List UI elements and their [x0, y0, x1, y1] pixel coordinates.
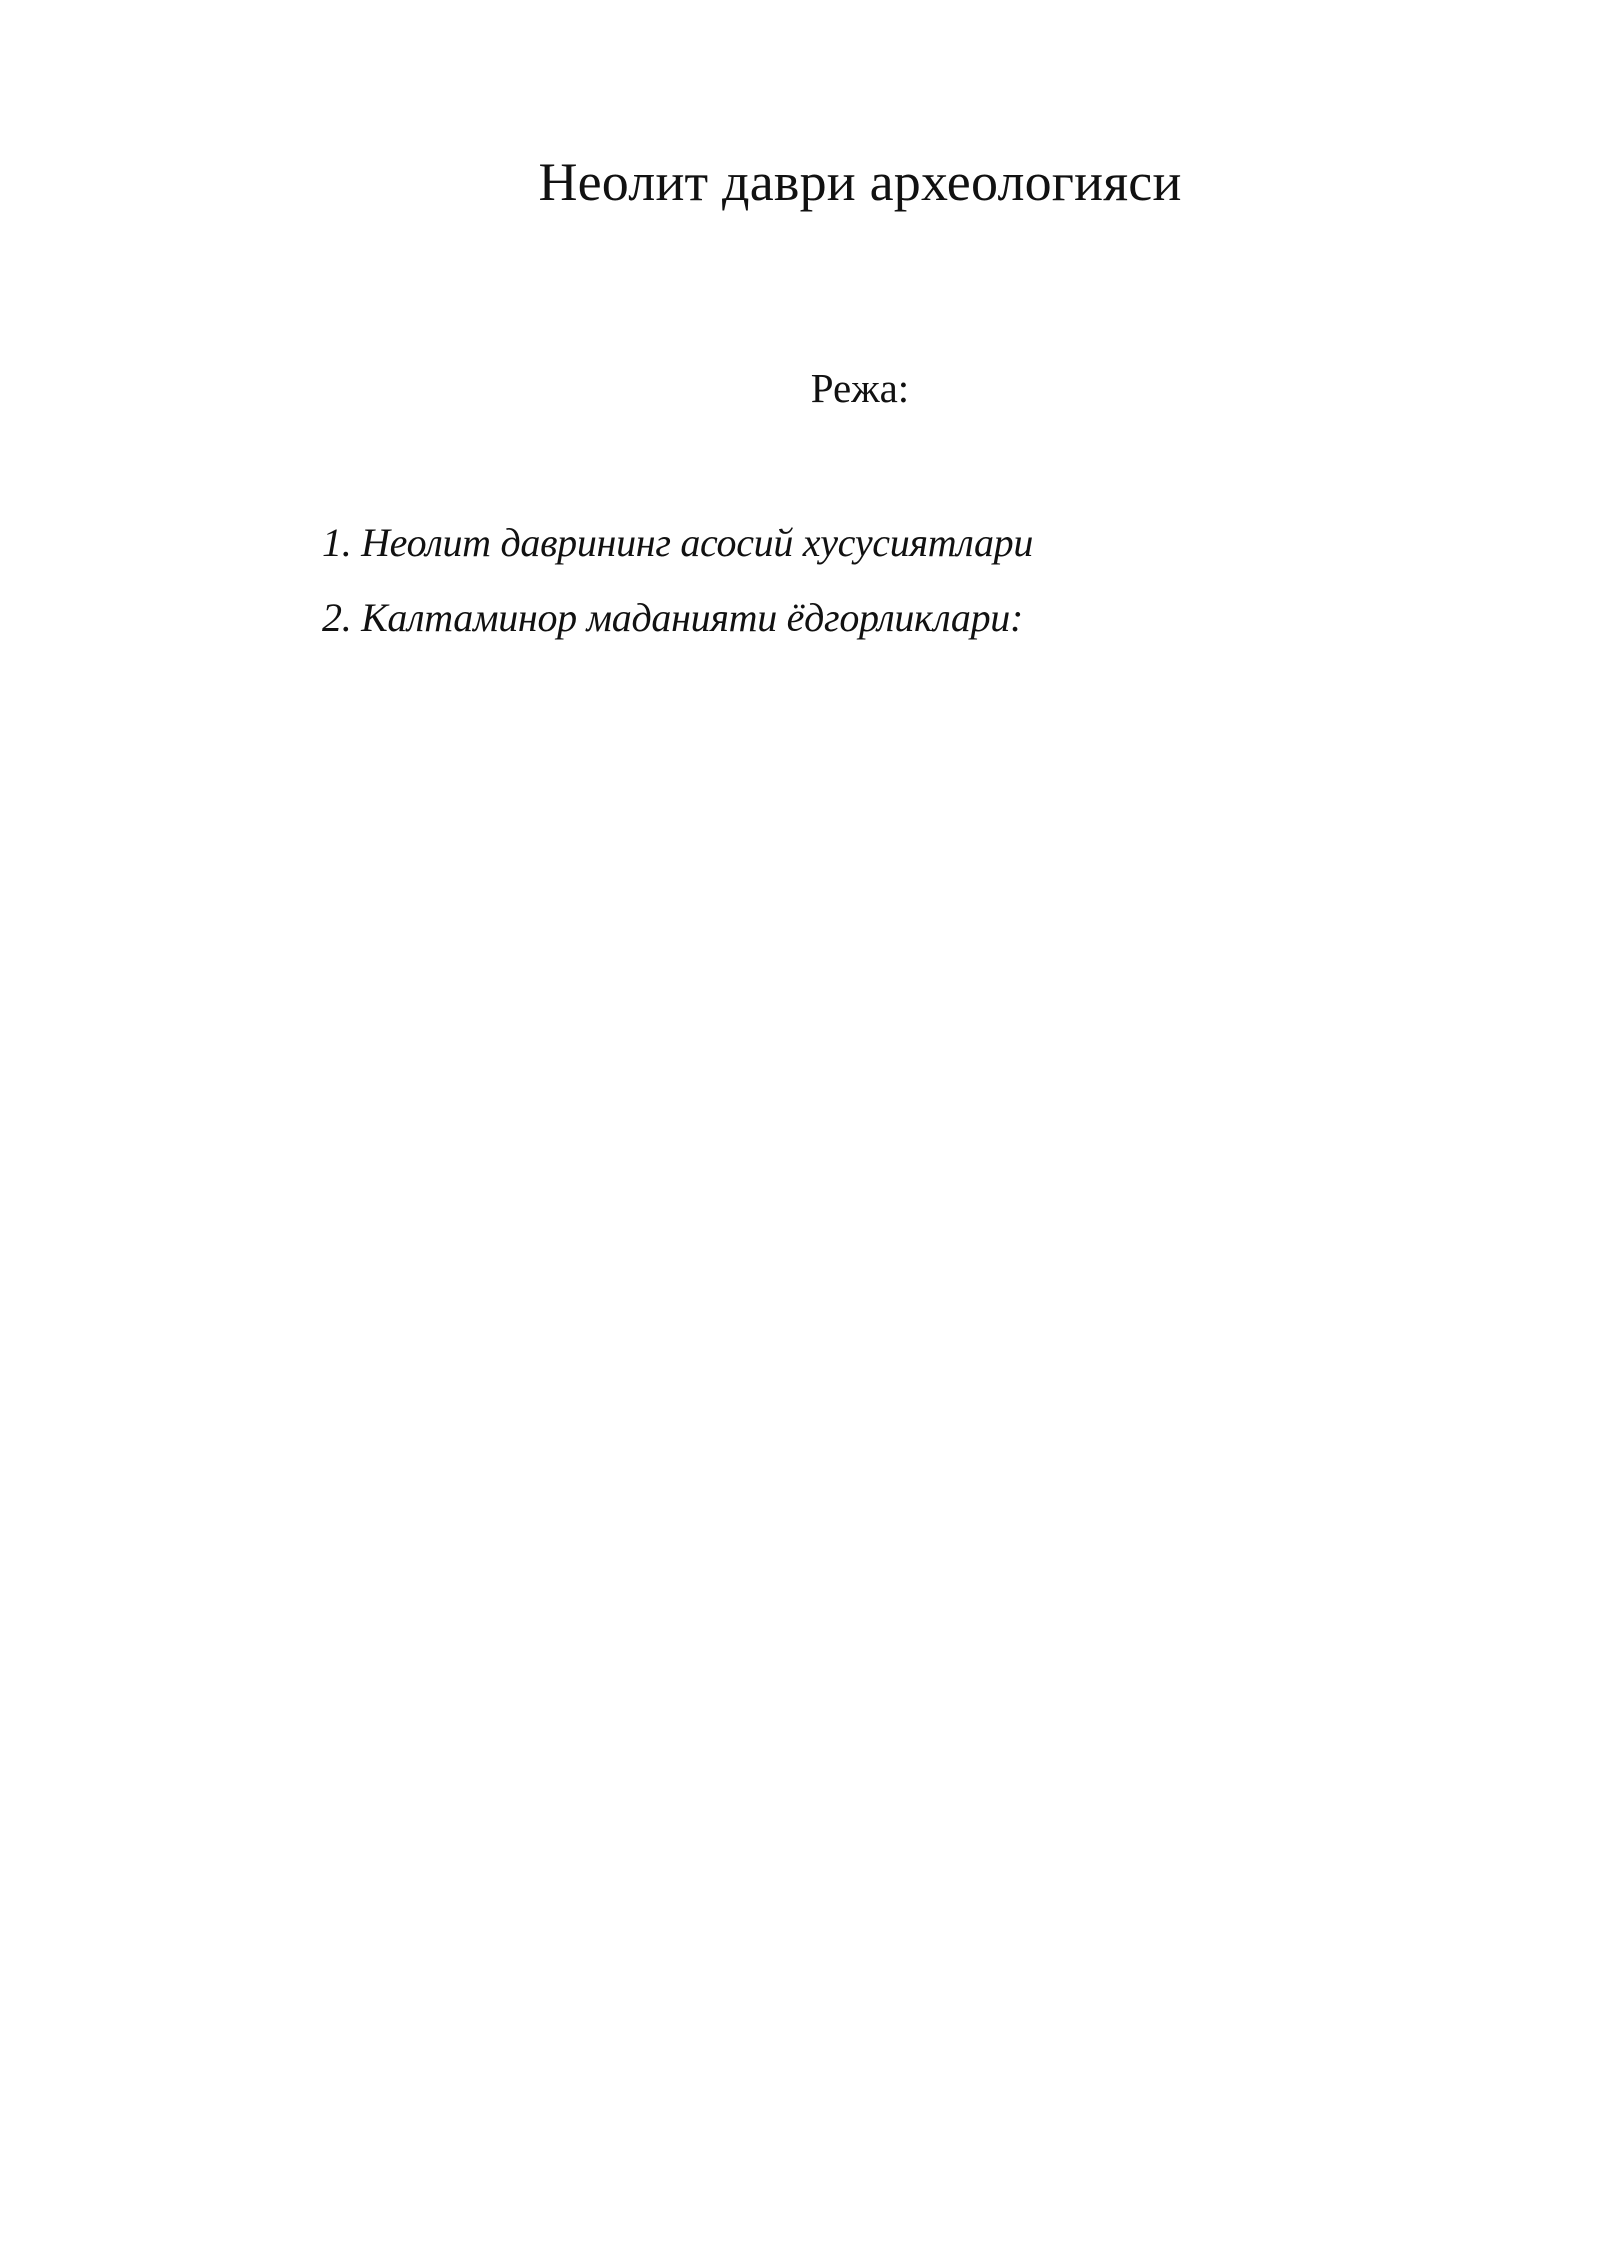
plan-item: 2. Калтаминор маданияти ёдгорликлари:	[322, 595, 1024, 640]
document-title: Неолит даври археологияси	[538, 152, 1182, 212]
plan-list	[322, 505, 1033, 655]
plan-item: 1. Неолит даврининг асосий хусусиятлари	[322, 520, 1034, 565]
plan-heading: Режа:	[810, 365, 910, 411]
